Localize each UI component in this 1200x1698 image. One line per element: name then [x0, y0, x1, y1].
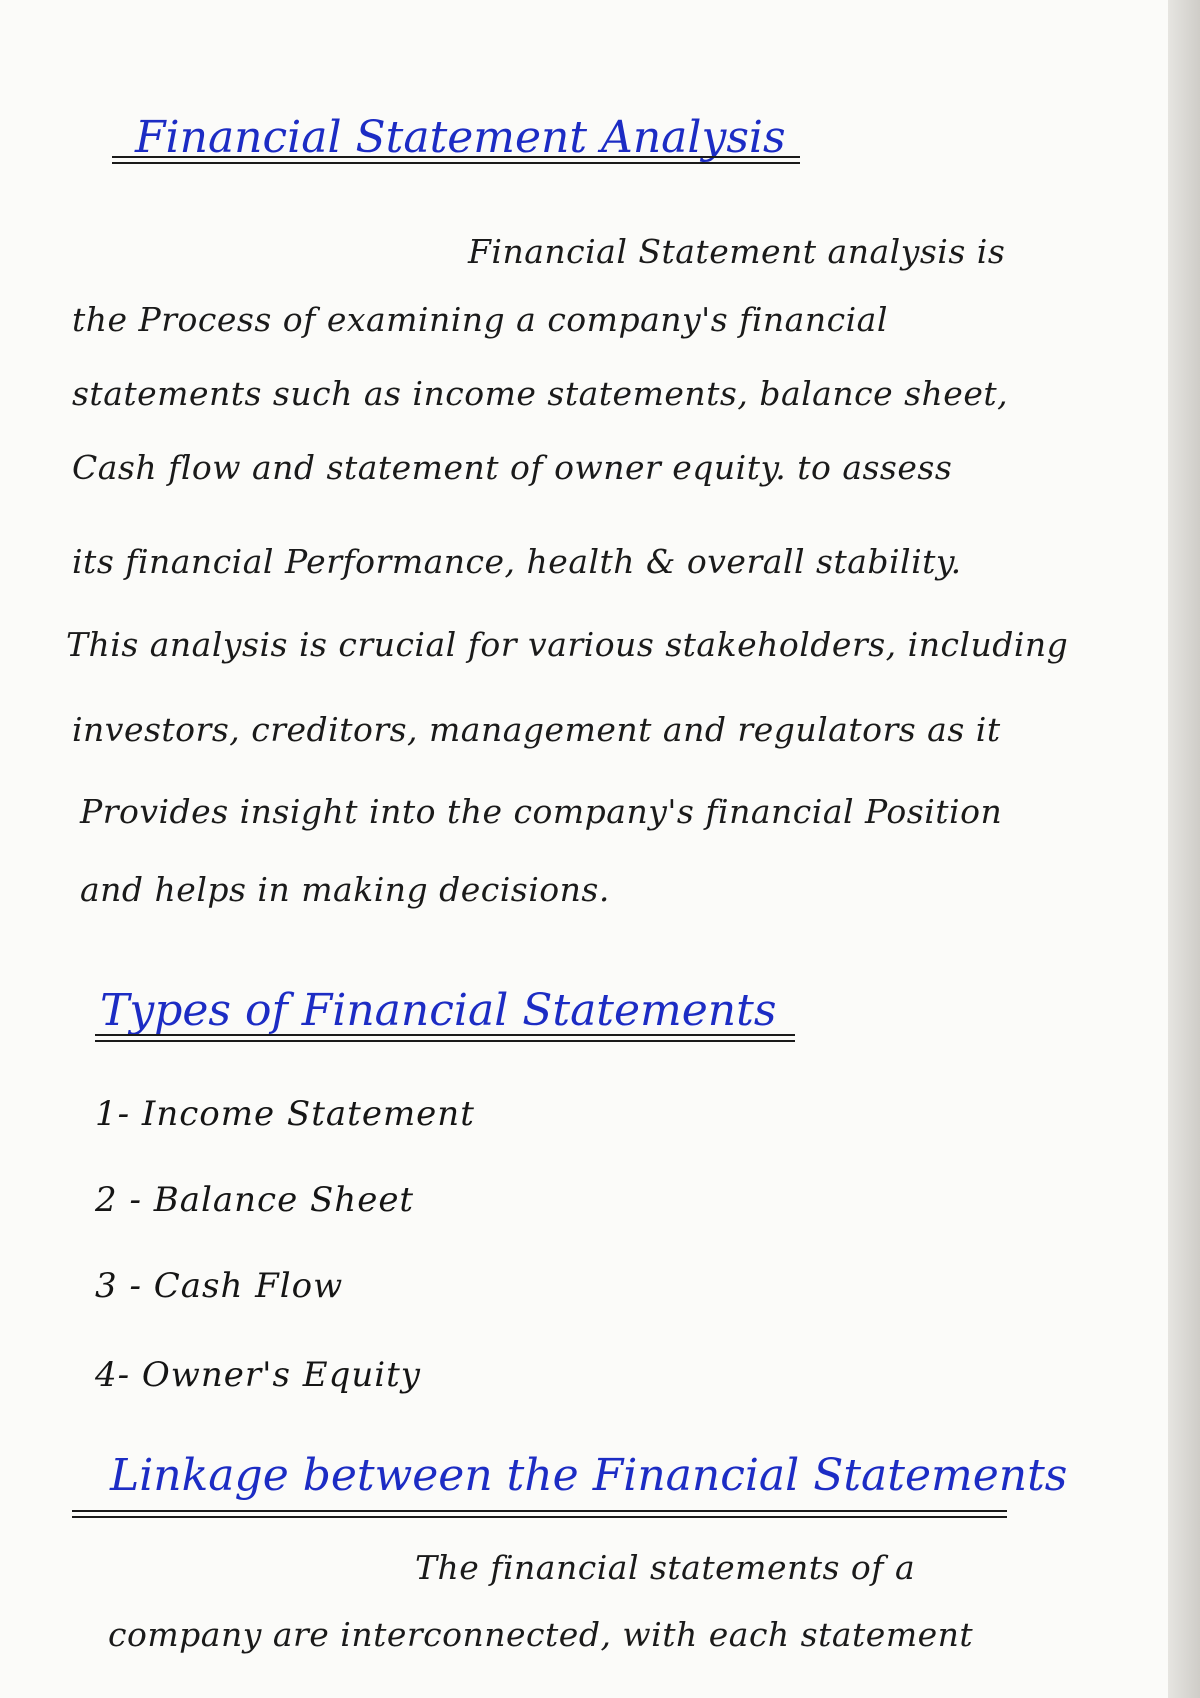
types-list-item-4: 4- Owner's Equity: [95, 1355, 422, 1395]
paragraph-1-line-6: This analysis is crucial for various stakeholders, including: [66, 625, 1069, 664]
heading-2-underline: [95, 1034, 795, 1042]
heading-3-underline: [72, 1510, 1007, 1518]
paragraph-2-line-1: The financial statements of a: [415, 1548, 916, 1587]
heading-1-underline: [112, 156, 800, 164]
paragraph-1-line-4: Cash flow and statement of owner equity. to assess: [72, 448, 953, 487]
heading-linkage-between-financial-statements: Linkage between the Financial Statements: [110, 1450, 1068, 1501]
paragraph-1-line-1: Financial Statement analysis is: [468, 232, 1006, 271]
paragraph-2-line-2: company are interconnected, with each statement: [108, 1615, 974, 1654]
heading-financial-statement-analysis: Financial Statement Analysis: [135, 112, 786, 163]
heading-types-of-financial-statements: Types of Financial Statements: [100, 985, 777, 1036]
paragraph-1-line-3: statements such as income statements, balance sheet,: [72, 374, 1009, 413]
paragraph-1-line-2: the Process of examining a company's financial: [72, 300, 888, 339]
paragraph-1-line-8: Provides insight into the company's financial Position: [80, 792, 1003, 831]
paragraph-1-line-7: investors, creditors, management and regulators as it: [72, 710, 1001, 749]
paragraph-1-line-9: and helps in making decisions.: [80, 870, 610, 909]
types-list-item-3: 3 - Cash Flow: [95, 1266, 344, 1306]
types-list-item-2: 2 - Balance Sheet: [95, 1180, 415, 1220]
paragraph-1-line-5: its financial Performance, health & overall stability.: [72, 542, 962, 581]
page-edge: [1168, 0, 1200, 1698]
types-list-item-1: 1- Income Statement: [95, 1094, 475, 1134]
